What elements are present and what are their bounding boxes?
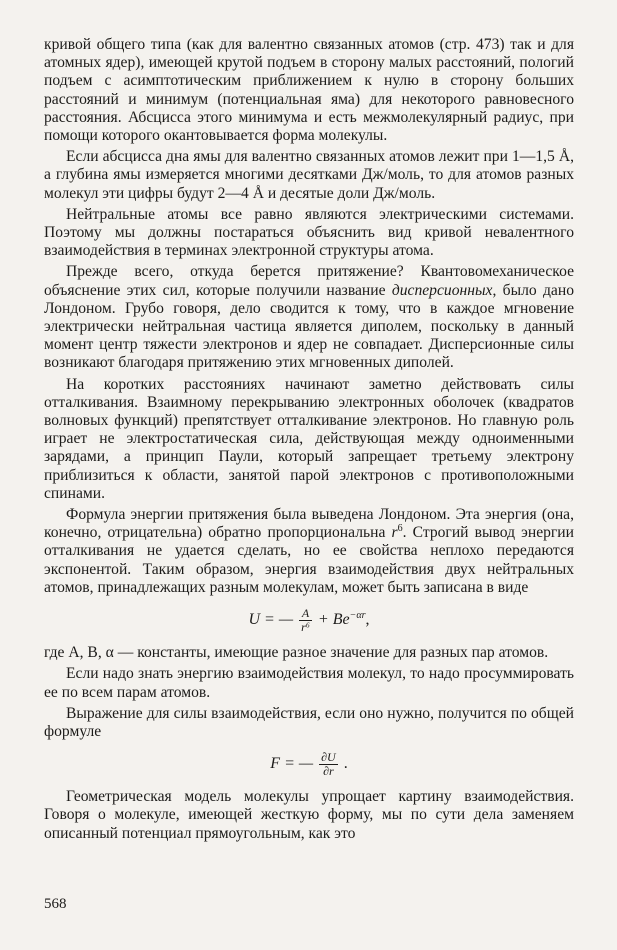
paragraph-8: Если надо знать энергию взаимодействия молекул, то надо просуммировать ее по всем парам атомов. — [44, 665, 574, 701]
paragraph-3: Нейтральные атомы все равно являются электрическими системами. Поэтому мы должны постараться объяснить вид кривой невалентного взаимодействия в терминах электронной структуры атома. — [44, 205, 574, 260]
paragraph-1: кривой общего типа (как для валентно связанных атомов (стр. 473) так и для атомных ядер), имеющей крутой подъем в сторону малых расстояний, пологий подъем с асимптотическим приближением к нулю в сторону больших расстояний и минимум (потенциальная яма) для некоторого равновесного расстояния. Абсцисса этого минимума и есть межмолекулярный радиус, при помощи которого окантовывается форма молекулы. — [44, 36, 574, 145]
paragraph-7: где A, B, α — константы, имеющие разное значение для разных пар атомов. — [44, 644, 549, 662]
paragraph-6: Формула энергии притяжения была выведена Лондоном. Эта энергия (она, конечно, отрицательна) обратно пропорциональна $r^6$. Строгий вывод энергии отталкивания не удается сделать, но ее свойства неплохо передаются экспонентой. Таким образом, энергия взаимодействия двух нейтральных атомов, принадлежащих разным молекулам, может быть записана в виде — [44, 506, 574, 596]
formula-force: F = — $\frac{\partial U}{\partial r}$ . — [270, 750, 348, 779]
fraction: $\frac{A}{\text{r⁶}}$ — [301, 606, 310, 635]
paragraph-9: Выражение для силы взаимодействия, если оно нужно, получится по общей формуле — [44, 704, 574, 740]
paragraph-4: Прежде всего, откуда берется притяжение? Квантовомеханическое объяснение этих сил, которые получили название дисперсионных, было дано Лондоном. Грубо говоря, дело сводится к тому, что в каждое мгновение электрически нейтральная частица является диполем, поскольку в данный момент центр тяжести электронов и ядер не совпадает. Дисперсионные силы возникают благодаря притяжению этих мгновенных диполей. — [44, 263, 574, 372]
paragraph-10: Геометрическая модель молекулы упрощает картину взаимодействия. Говоря о молекуле, имеющей жесткую форму, мы по сути дела заменяем описанный потенциал прямоугольным, как это — [44, 788, 574, 842]
paragraph-2: Если абсцисса дна ямы для валентно связанных атомов лежит при 1—1,5 Å, а глубина ямы измеряется многими десятками Дж/моль, то для атомов разных молекул эти цифры будут 2—4 Å и десятые доли Дж/моль. — [44, 148, 574, 202]
body-text — [44, 36, 574, 846]
paragraph-5: На коротких расстояниях начинают заметно действовать силы отталкивания. Взаимному перекрыванию электронных оболочек (квадратов волновых функций) препятствует отталкивание электронов. Но главную роль играет не электростатическая сила, действующая между одноименными зарядами, а принцип Паули, который запрещает третьему электрону приблизиться к области, занятой парой электронов с противоположными спинами. — [44, 375, 574, 502]
page-number: 568 — [44, 896, 67, 912]
formula-energy: U = — $\frac{A}{\text{r⁶}}$ + $Be^{-\alpha r}$, — [248, 606, 370, 635]
fraction: $\frac{\partial U}{\partial r}$ — [321, 750, 336, 779]
